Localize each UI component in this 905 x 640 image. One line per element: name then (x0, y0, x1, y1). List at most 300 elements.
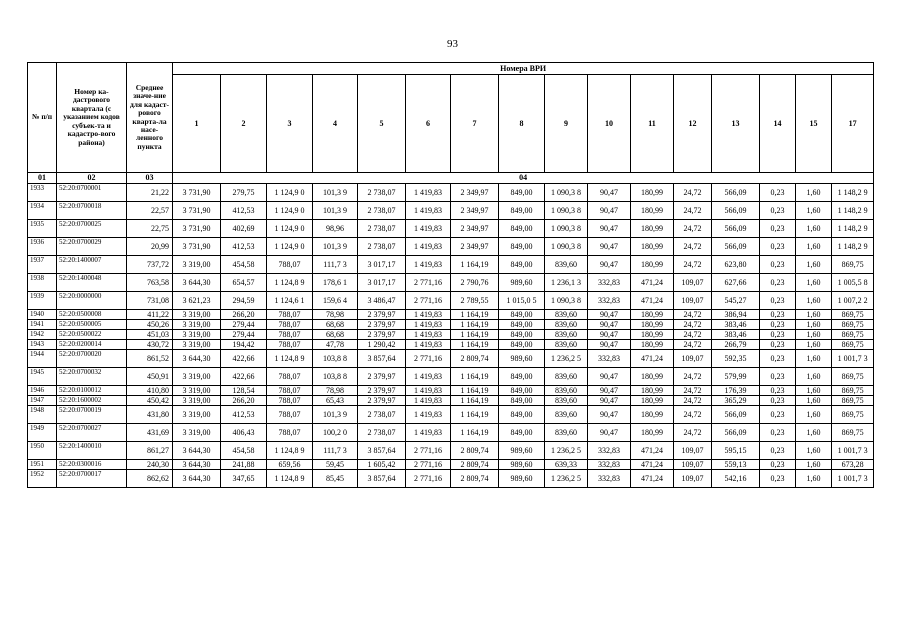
vri-value-cell: 90,47 (588, 310, 631, 320)
vri-value-cell: 180,99 (631, 238, 674, 256)
vri-value-cell: 178,6 1 (313, 274, 358, 292)
vri-value-cell: 788,07 (267, 340, 313, 350)
vri-value-cell: 1 164,19 (451, 310, 499, 320)
vri-value-cell: 1 090,3 8 (545, 238, 588, 256)
header-vri-number: 6 (406, 75, 451, 173)
vri-value-cell: 386,94 (712, 310, 760, 320)
vri-value-cell: 869,75 (832, 396, 874, 406)
vri-value-cell: 1 124,8 9 (267, 470, 313, 488)
vri-value-cell: 0,23 (760, 386, 796, 396)
vri-value-cell: 332,83 (588, 274, 631, 292)
vri-value-cell: 241,88 (221, 460, 267, 470)
row-number-cell: 1951 (28, 460, 57, 470)
vri-value-cell: 24,72 (674, 406, 712, 424)
vri-value-cell: 402,69 (221, 220, 267, 238)
vri-value-cell: 0,23 (760, 424, 796, 442)
row-number-cell: 1950 (28, 442, 57, 460)
vri-value-cell: 3 017,17 (358, 256, 406, 274)
table-row (28, 238, 874, 256)
vri-value-cell: 111,7 3 (313, 442, 358, 460)
vri-value-cell: 90,47 (588, 220, 631, 238)
vri-value-cell: 1,60 (796, 340, 832, 350)
vri-value-cell: 3 319,00 (173, 424, 221, 442)
vri-value-cell: 471,24 (631, 292, 674, 310)
vri-value-cell: 24,72 (674, 202, 712, 220)
vri-value-cell: 2 789,55 (451, 292, 499, 310)
row-number-cell: 1945 (28, 368, 57, 386)
vri-value-cell: 109,07 (674, 442, 712, 460)
vri-value-cell: 1 005,5 8 (832, 274, 874, 292)
vri-value-cell: 85,45 (313, 470, 358, 488)
vri-value-cell: 128,54 (221, 386, 267, 396)
vri-value-cell: 0,23 (760, 368, 796, 386)
row-number-cell: 1936 (28, 238, 57, 256)
row-number-cell: 1933 (28, 184, 57, 202)
vri-value-cell: 90,47 (588, 340, 631, 350)
vri-value-cell: 1 124,9 0 (267, 184, 313, 202)
vri-value-cell: 180,99 (631, 320, 674, 330)
vri-value-cell: 1 148,2 9 (832, 184, 874, 202)
vri-value-cell: 347,65 (221, 470, 267, 488)
vri-value-cell: 180,99 (631, 330, 674, 340)
table-row (28, 256, 874, 274)
vri-value-cell: 1 164,19 (451, 256, 499, 274)
vri-value-cell: 180,99 (631, 386, 674, 396)
table-row (28, 442, 874, 460)
vri-value-cell: 869,75 (832, 256, 874, 274)
vri-value-cell: 788,07 (267, 256, 313, 274)
cadastral-number-cell: 52:20:0500005 (57, 320, 127, 330)
vri-value-cell: 1 164,19 (451, 406, 499, 424)
cadastral-number-cell: 52:20:1400048 (57, 274, 127, 292)
average-value-cell: 862,62 (127, 470, 173, 488)
vri-value-cell: 1 090,3 8 (545, 292, 588, 310)
vri-value-cell: 24,72 (674, 256, 712, 274)
vri-value-cell: 59,45 (313, 460, 358, 470)
vri-value-cell: 103,8 8 (313, 368, 358, 386)
vri-value-cell: 68,68 (313, 320, 358, 330)
vri-value-cell: 1 001,7 3 (832, 470, 874, 488)
vri-value-cell: 788,07 (267, 320, 313, 330)
vri-value-cell: 0,23 (760, 184, 796, 202)
cadastral-number-cell: 52:20:0300016 (57, 460, 127, 470)
vri-value-cell: 1 148,2 9 (832, 220, 874, 238)
vri-value-cell: 101,3 9 (313, 202, 358, 220)
header-vri-number: 14 (760, 75, 796, 173)
vri-value-cell: 0,23 (760, 320, 796, 330)
average-value-cell: 861,52 (127, 350, 173, 368)
vri-value-cell: 103,8 8 (313, 350, 358, 368)
header-vri-number: 4 (313, 75, 358, 173)
vri-value-cell: 869,75 (832, 368, 874, 386)
average-value-cell: 763,58 (127, 274, 173, 292)
vri-value-cell: 849,00 (499, 386, 545, 396)
vri-value-cell: 109,07 (674, 350, 712, 368)
vri-value-cell: 1,60 (796, 256, 832, 274)
vri-value-cell: 673,28 (832, 460, 874, 470)
average-value-cell: 431,80 (127, 406, 173, 424)
vri-value-cell: 1 148,2 9 (832, 238, 874, 256)
vri-value-cell: 24,72 (674, 368, 712, 386)
vri-value-cell: 849,00 (499, 396, 545, 406)
vri-value-cell: 0,23 (760, 292, 796, 310)
vri-value-cell: 1 236,2 5 (545, 442, 588, 460)
table-row (28, 460, 874, 470)
vri-value-cell: 566,09 (712, 238, 760, 256)
average-value-cell: 430,72 (127, 340, 173, 350)
vri-value-cell: 2 790,76 (451, 274, 499, 292)
vri-value-cell: 3 857,64 (358, 442, 406, 460)
vri-value-cell: 266,79 (712, 340, 760, 350)
vri-value-cell: 1 015,0 5 (499, 292, 545, 310)
vri-value-cell: 78,98 (313, 386, 358, 396)
vri-value-cell: 1 164,19 (451, 396, 499, 406)
vri-value-cell: 595,15 (712, 442, 760, 460)
average-value-cell: 737,72 (127, 256, 173, 274)
header-vri-number: 1 (173, 75, 221, 173)
vri-value-cell: 3 319,00 (173, 256, 221, 274)
vri-value-cell: 1 090,3 8 (545, 202, 588, 220)
header-vri-number: 17 (832, 75, 874, 173)
vri-value-cell: 1 090,3 8 (545, 220, 588, 238)
vri-value-cell: 90,47 (588, 184, 631, 202)
vri-value-cell: 627,66 (712, 274, 760, 292)
vri-value-cell: 180,99 (631, 256, 674, 274)
header-vri-number: 15 (796, 75, 832, 173)
vri-value-cell: 3 644,30 (173, 350, 221, 368)
vri-value-cell: 24,72 (674, 238, 712, 256)
vri-value-cell: 566,09 (712, 220, 760, 238)
vri-value-cell: 1 148,2 9 (832, 202, 874, 220)
cadastral-number-cell: 52:20:1600002 (57, 396, 127, 406)
vri-value-cell: 1 124,8 9 (267, 350, 313, 368)
vri-value-cell: 2 349,97 (451, 238, 499, 256)
code-cell: 03 (127, 173, 173, 184)
row-number-cell: 1949 (28, 424, 57, 442)
vri-value-cell: 1 007,2 2 (832, 292, 874, 310)
average-value-cell: 861,27 (127, 442, 173, 460)
vri-value-cell: 869,75 (832, 424, 874, 442)
vri-value-cell: 180,99 (631, 368, 674, 386)
vri-value-cell: 24,72 (674, 320, 712, 330)
vri-value-cell: 1 419,83 (406, 202, 451, 220)
vri-value-cell: 1 419,83 (406, 406, 451, 424)
vri-value-cell: 2 809,74 (451, 442, 499, 460)
vri-value-cell: 3 857,64 (358, 350, 406, 368)
vri-value-cell: 0,23 (760, 238, 796, 256)
vri-value-cell: 2 379,97 (358, 320, 406, 330)
vri-value-cell: 1 419,83 (406, 386, 451, 396)
vri-value-cell: 1 124,9 0 (267, 202, 313, 220)
average-value-cell: 731,08 (127, 292, 173, 310)
vri-value-cell: 1,60 (796, 386, 832, 396)
vri-value-cell: 3 319,00 (173, 310, 221, 320)
vri-value-cell: 1 419,83 (406, 256, 451, 274)
vri-value-cell: 332,83 (588, 470, 631, 488)
table-row (28, 386, 874, 396)
vri-value-cell: 1 236,1 3 (545, 274, 588, 292)
vri-value-cell: 279,44 (221, 330, 267, 340)
vri-value-cell: 0,23 (760, 460, 796, 470)
vri-value-cell: 2 738,07 (358, 202, 406, 220)
vri-value-cell: 109,07 (674, 460, 712, 470)
vri-value-cell: 1 419,83 (406, 310, 451, 320)
vri-value-cell: 2 771,16 (406, 274, 451, 292)
header-vri-number: 12 (674, 75, 712, 173)
vri-value-cell: 1 124,6 1 (267, 292, 313, 310)
row-number-cell: 1948 (28, 406, 57, 424)
vri-value-cell: 989,60 (499, 460, 545, 470)
vri-value-cell: 100,2 0 (313, 424, 358, 442)
vri-value-cell: 406,43 (221, 424, 267, 442)
header-vri-number: 9 (545, 75, 588, 173)
vri-value-cell: 1 419,83 (406, 184, 451, 202)
vri-value-cell: 109,07 (674, 292, 712, 310)
header-cadastral-quarter: Номер ка-дастрового квартала (с указанием кодов субъек-та и кадастро-вого района) (57, 63, 127, 173)
vri-value-cell: 3 644,30 (173, 470, 221, 488)
vri-value-cell: 90,47 (588, 406, 631, 424)
vri-value-cell: 176,39 (712, 386, 760, 396)
vri-value-cell: 0,23 (760, 470, 796, 488)
vri-value-cell: 180,99 (631, 220, 674, 238)
vri-value-cell: 90,47 (588, 256, 631, 274)
vri-value-cell: 2 379,97 (358, 396, 406, 406)
vri-value-cell: 1 090,3 8 (545, 184, 588, 202)
vri-value-cell: 566,09 (712, 184, 760, 202)
vri-value-cell: 1 236,2 5 (545, 350, 588, 368)
vri-value-cell: 3 857,64 (358, 470, 406, 488)
vri-value-cell: 383,46 (712, 330, 760, 340)
vri-value-cell: 383,46 (712, 320, 760, 330)
vri-value-cell: 1 419,83 (406, 368, 451, 386)
row-number-cell: 1947 (28, 396, 57, 406)
average-value-cell: 22,75 (127, 220, 173, 238)
table-row (28, 274, 874, 292)
header-vri-number: 5 (358, 75, 406, 173)
vri-value-cell: 639,33 (545, 460, 588, 470)
table-row (28, 470, 874, 488)
vri-value-cell: 566,09 (712, 202, 760, 220)
vri-value-cell: 65,43 (313, 396, 358, 406)
vri-value-cell: 90,47 (588, 330, 631, 340)
vri-value-cell: 412,53 (221, 202, 267, 220)
code-cell: 01 (28, 173, 57, 184)
table-row (28, 350, 874, 368)
vri-value-cell: 194,42 (221, 340, 267, 350)
vri-value-cell: 101,3 9 (313, 406, 358, 424)
vri-value-cell: 3 319,00 (173, 396, 221, 406)
vri-value-cell: 1 419,83 (406, 340, 451, 350)
vri-value-cell: 566,09 (712, 424, 760, 442)
header-vri-number: 7 (451, 75, 499, 173)
vri-value-cell: 2 349,97 (451, 184, 499, 202)
vri-value-cell: 2 379,97 (358, 330, 406, 340)
row-number-cell: 1939 (28, 292, 57, 310)
vri-value-cell: 1 124,8 9 (267, 274, 313, 292)
row-number-cell: 1937 (28, 256, 57, 274)
table-row (28, 202, 874, 220)
vri-value-cell: 788,07 (267, 386, 313, 396)
vri-value-cell: 788,07 (267, 310, 313, 320)
vri-value-cell: 332,83 (588, 460, 631, 470)
vri-value-cell: 109,07 (674, 470, 712, 488)
vri-value-cell: 2 771,16 (406, 350, 451, 368)
vri-value-cell: 849,00 (499, 220, 545, 238)
vri-value-cell: 412,53 (221, 406, 267, 424)
vri-value-cell: 869,75 (832, 386, 874, 396)
vri-value-cell: 839,60 (545, 406, 588, 424)
vri-value-cell: 2 809,74 (451, 350, 499, 368)
vri-value-cell: 1 164,19 (451, 424, 499, 442)
row-number-cell: 1940 (28, 310, 57, 320)
cadastral-number-cell: 52:20:0700018 (57, 202, 127, 220)
vri-value-cell: 0,23 (760, 442, 796, 460)
row-number-cell: 1935 (28, 220, 57, 238)
vri-value-cell: 101,3 9 (313, 238, 358, 256)
vri-value-cell: 849,00 (499, 330, 545, 340)
vri-value-cell: 471,24 (631, 470, 674, 488)
vri-value-cell: 332,83 (588, 292, 631, 310)
vri-value-cell: 454,58 (221, 442, 267, 460)
vri-value-cell: 0,23 (760, 274, 796, 292)
vri-value-cell: 849,00 (499, 320, 545, 330)
vri-value-cell: 3 486,47 (358, 292, 406, 310)
vri-value-cell: 1 419,83 (406, 320, 451, 330)
vri-value-cell: 180,99 (631, 340, 674, 350)
vri-value-cell: 2 738,07 (358, 406, 406, 424)
vri-value-cell: 1 419,83 (406, 330, 451, 340)
vri-value-cell: 90,47 (588, 320, 631, 330)
vri-value-cell: 1,60 (796, 320, 832, 330)
vri-value-cell: 3 319,00 (173, 368, 221, 386)
vri-value-cell: 24,72 (674, 310, 712, 320)
cadastral-number-cell: 52:20:0700025 (57, 220, 127, 238)
vri-value-cell: 1 001,7 3 (832, 350, 874, 368)
vri-value-cell: 788,07 (267, 330, 313, 340)
table-row (28, 368, 874, 386)
cadastral-number-cell: 52:20:0700027 (57, 424, 127, 442)
table-row (28, 396, 874, 406)
vri-value-cell: 1,60 (796, 310, 832, 320)
vri-value-cell: 869,75 (832, 340, 874, 350)
average-value-cell: 410,80 (127, 386, 173, 396)
header-row-number: № п/п (28, 63, 57, 173)
vri-value-cell: 2 771,16 (406, 292, 451, 310)
vri-value-cell: 566,09 (712, 406, 760, 424)
vri-value-cell: 654,57 (221, 274, 267, 292)
vri-value-cell: 0,23 (760, 340, 796, 350)
vri-value-cell: 869,75 (832, 406, 874, 424)
vri-value-cell: 989,60 (499, 470, 545, 488)
vri-value-cell: 545,27 (712, 292, 760, 310)
vri-value-cell: 849,00 (499, 202, 545, 220)
vri-value-cell: 1 419,83 (406, 220, 451, 238)
vri-value-cell: 1,60 (796, 330, 832, 340)
vri-value-cell: 454,58 (221, 256, 267, 274)
vri-value-cell: 332,83 (588, 442, 631, 460)
vri-value-cell: 849,00 (499, 184, 545, 202)
vri-value-cell: 471,24 (631, 350, 674, 368)
vri-value-cell: 1,60 (796, 406, 832, 424)
table-row (28, 310, 874, 320)
cadastral-number-cell: 52:20:0700029 (57, 238, 127, 256)
vri-value-cell: 623,80 (712, 256, 760, 274)
vri-value-cell: 579,99 (712, 368, 760, 386)
cadastral-number-cell: 52:20:0500008 (57, 310, 127, 320)
average-value-cell: 22,57 (127, 202, 173, 220)
vri-value-cell: 989,60 (499, 350, 545, 368)
vri-value-cell: 2 379,97 (358, 310, 406, 320)
vri-value-cell: 24,72 (674, 340, 712, 350)
vri-value-cell: 1,60 (796, 424, 832, 442)
vri-value-cell: 0,23 (760, 350, 796, 368)
vri-value-cell: 180,99 (631, 396, 674, 406)
table-row (28, 406, 874, 424)
average-value-cell: 450,26 (127, 320, 173, 330)
vri-value-cell: 180,99 (631, 202, 674, 220)
vri-value-cell: 849,00 (499, 368, 545, 386)
vri-value-cell: 111,7 3 (313, 256, 358, 274)
table-row (28, 320, 874, 330)
vri-value-cell: 279,44 (221, 320, 267, 330)
cadastral-number-cell: 52:20:0700019 (57, 406, 127, 424)
vri-value-cell: 3 319,00 (173, 406, 221, 424)
vri-value-cell: 90,47 (588, 386, 631, 396)
vri-value-cell: 1 419,83 (406, 238, 451, 256)
cadastral-number-cell: 52:20:1400010 (57, 442, 127, 460)
vri-value-cell: 0,23 (760, 256, 796, 274)
vri-value-cell: 1 290,42 (358, 340, 406, 350)
column-code-row (28, 173, 874, 184)
vri-value-cell: 1 419,83 (406, 424, 451, 442)
vri-value-cell: 849,00 (499, 406, 545, 424)
vri-value-cell: 471,24 (631, 442, 674, 460)
vri-value-cell: 839,60 (545, 320, 588, 330)
header-vri-number: 3 (267, 75, 313, 173)
vri-value-cell: 1,60 (796, 274, 832, 292)
vri-value-cell: 1 419,83 (406, 396, 451, 406)
table-row (28, 424, 874, 442)
vri-value-cell: 422,66 (221, 368, 267, 386)
header-average-value: Среднее значе-ние для кадаст-рового кварта-ла насе-ленного пункта (127, 63, 173, 173)
vri-value-cell: 1 124,9 0 (267, 220, 313, 238)
row-number-cell: 1941 (28, 320, 57, 330)
vri-value-cell: 2 349,97 (451, 202, 499, 220)
vri-value-cell: 1,60 (796, 292, 832, 310)
vri-value-cell: 294,59 (221, 292, 267, 310)
vri-value-cell: 839,60 (545, 340, 588, 350)
vri-value-cell: 3 731,90 (173, 220, 221, 238)
vri-value-cell: 1,60 (796, 470, 832, 488)
vri-value-cell: 90,47 (588, 424, 631, 442)
cadastral-number-cell: 52:20:0000000 (57, 292, 127, 310)
vri-value-cell: 989,60 (499, 442, 545, 460)
table-row (28, 340, 874, 350)
vri-value-cell: 3 731,90 (173, 184, 221, 202)
average-value-cell: 240,30 (127, 460, 173, 470)
header-vri-number: 8 (499, 75, 545, 173)
vri-value-cell: 542,16 (712, 470, 760, 488)
average-value-cell: 451,03 (127, 330, 173, 340)
vri-value-cell: 1 124,9 0 (267, 238, 313, 256)
vri-value-cell: 279,75 (221, 184, 267, 202)
vri-value-cell: 839,60 (545, 424, 588, 442)
table-row (28, 220, 874, 238)
vri-value-cell: 332,83 (588, 350, 631, 368)
vri-value-cell: 839,60 (545, 310, 588, 320)
page-number: 93 (447, 38, 458, 50)
vri-value-cell: 1,60 (796, 202, 832, 220)
